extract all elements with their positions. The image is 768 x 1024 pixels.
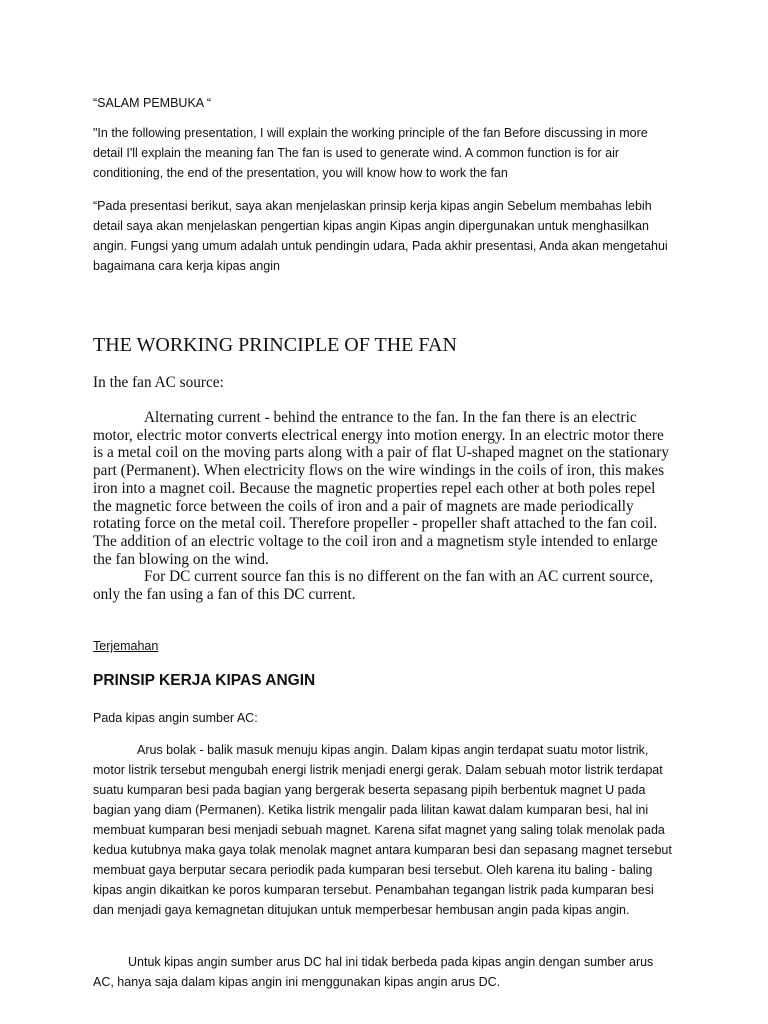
greeting-heading: “SALAM PEMBUKA “	[93, 96, 212, 110]
dc-paragraph-indonesian: Untuk kipas angin sumber arus DC hal ini tidak berbeda pada kipas angin dengan sumber arus AC, hanya saja dalam kipas angin ini menggunakan kipas angin arus DC.	[93, 955, 654, 989]
english-body	[93, 409, 675, 604]
translation-label: Terjemahan	[93, 639, 159, 653]
ac-source-heading-indonesian: Pada kipas angin sumber AC:	[93, 711, 258, 725]
dc-paragraph-english: For DC current source fan this is no different on the fan with an AC current source, only the fan using a fan of this DC current.	[93, 568, 654, 604]
intro-english-paragraph: "In the following presentation, I will explain the working principle of the fan Before discussing in more detail I'll explain the meaning fan The fan is used to generate wind. A common function is for air conditioning, the end of the presentation, you will know how to work the fan	[93, 126, 648, 180]
indonesian-section-title: PRINSIP KERJA KIPAS ANGIN	[93, 672, 316, 689]
intro-indonesian-paragraph: “Pada presentasi berikut, saya akan menjelaskan prinsip kerja kipas angin Sebelum membahas lebih detail saya akan menjelaskan pengertian kipas angin Kipas angin dipergunakan untuk menghasilkan angin. Fungsi yang umum adalah untuk pendingin udara, Pada akhir presentasi, Anda akan mengetahui bagaimana cara kerja kipas angin	[93, 199, 668, 273]
ac-source-heading-english: In the fan AC source:	[93, 374, 224, 391]
ac-paragraph-indonesian: Arus bolak - balik masuk menuju kipas angin. Dalam kipas angin terdapat suatu motor listrik, motor listrik tersebut mengubah energi listrik menjadi energi gerak. Dalam sebuah motor listrik terdapat suatu kumparan besi pada bagian yang bergerak beserta sepasang pipih berbentuk magnet U pada bagian yang diam (Permanen). Ketika listrik mengalir pada lilitan kawat dalam kumparan besi, hal ini membuat kumparan besi menjadi sebuah magnet. Karena sifat magnet yang saling tolak menolak pada kedua kutubnya maka gaya tolak menolak magnet antara kumparan besi dan sepasang magnet tersebut membuat gaya berputar secara periodik pada kumparan besi tersebut. Oleh karena itu baling - baling kipas angin dikaitkan ke poros kumparan tersebut. Penambahan tegangan listrik pada kumparan besi dan menjadi gaya kemagnetan ditujukan untuk memperbesar hembusan angin pada kipas angin.	[93, 743, 672, 917]
english-section-title: THE WORKING PRINCIPLE OF THE FAN	[93, 334, 457, 356]
ac-paragraph-english: Alternating current - behind the entrance to the fan. In the fan there is an electric motor, electric motor converts electrical energy into motion energy. In an electric motor there is a metal coil on the moving parts along with a pair of flat U-shaped magnet on the stationary part (Permanent). When electricity flows on the wire windings in the coils of iron, this makes iron into a magnet coil. Because the magnetic properties repel each other at both poles repel the magnetic force between the coils of iron and a pair of magnets are made periodically rotating force on the metal coil. Therefore propeller - propeller shaft attached to the fan coil. The addition of an electric voltage to the coil iron and a magnetism style intended to enlarge the fan blowing on the wind.	[93, 409, 670, 568]
